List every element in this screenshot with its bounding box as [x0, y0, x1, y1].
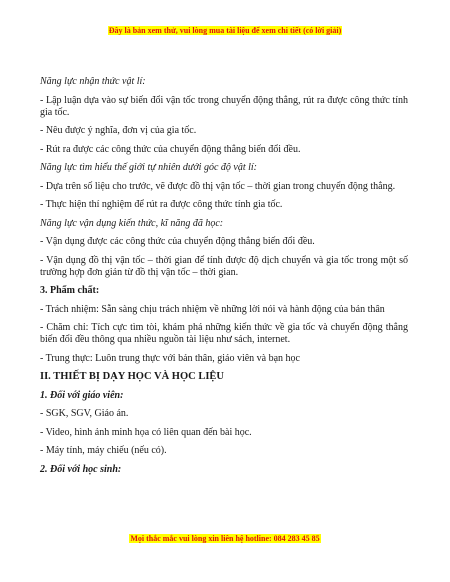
competency-heading: Năng lực vận dụng kiến thức, kĩ năng đã học: [40, 217, 224, 229]
preview-notice-banner [0, 26, 450, 35]
body-paragraph: - Trách nhiệm: Sẵn sàng chịu trách nhiệm về những lời nói và hành động của bản thân [40, 303, 385, 315]
body-paragraph: - Vận dụng đồ thị vận tốc – thời gian để tính được độ dịch chuyển và gia tốc trong một số trường hợp đơn giản từ đồ thị vận tốc – thời gian. [40, 254, 408, 278]
section-heading: II. THIẾT BỊ DẠY HỌC VÀ HỌC LIỆU [40, 371, 224, 382]
body-paragraph: - Thực hiện thí nghiệm để rút ra được công thức tính gia tốc. [40, 199, 283, 210]
body-paragraph: - Trung thực: Luôn trung thực với bản thân, giáo viên và bạn học [40, 352, 300, 364]
competency-heading: Năng lực nhận thức vật lí: [40, 76, 146, 87]
body-paragraph: - Lập luận dựa vào sự biến đổi vận tốc trong chuyển động thẳng, rút ra được công thức tính gia tốc. [40, 94, 408, 118]
hotline-banner [0, 534, 450, 543]
document-body [40, 76, 408, 482]
competency-heading: Năng lực tìm hiểu thế giới tự nhiên dưới góc độ vật lí: [40, 162, 258, 173]
body-paragraph: - Rút ra được các công thức của chuyển động thẳng biến đổi đều. [40, 143, 301, 155]
body-paragraph: - Máy tính, máy chiếu (nếu có). [40, 445, 167, 456]
body-paragraph: - Dựa trên số liệu cho trước, vẽ được đồ thị vận tốc – thời gian trong chuyển động thẳng. [40, 180, 396, 192]
section-heading: 2. Đối với học sinh: [40, 463, 122, 475]
preview-notice-text: Đây là bản xem thử, vui lòng mua tài liệu để xem chi tiết (có lời giải) [108, 26, 342, 35]
section-heading: 1. Đối với giáo viên: [40, 389, 124, 401]
hotline-text: Mọi thắc mắc vui lòng xin liên hệ hotline: 084 283 45 85 [130, 534, 320, 543]
body-paragraph: - Video, hình ảnh minh họa có liên quan đến bài học. [40, 426, 252, 438]
body-paragraph: - SGK, SGV, Giáo án. [40, 408, 129, 419]
body-paragraph: - Chăm chỉ: Tích cực tìm tòi, khám phá những kiến thức về gia tốc và chuyển động thẳng biến đổi đều thông qua nhiều nguồn tài liệu như sách, internet. [40, 322, 408, 345]
section-heading: 3. Phẩm chất: [40, 285, 100, 296]
body-paragraph: - Vận dụng được các công thức của chuyển động thẳng biến đổi đều. [40, 236, 315, 247]
body-paragraph: - Nêu được ý nghĩa, đơn vị của gia tốc. [40, 125, 197, 136]
